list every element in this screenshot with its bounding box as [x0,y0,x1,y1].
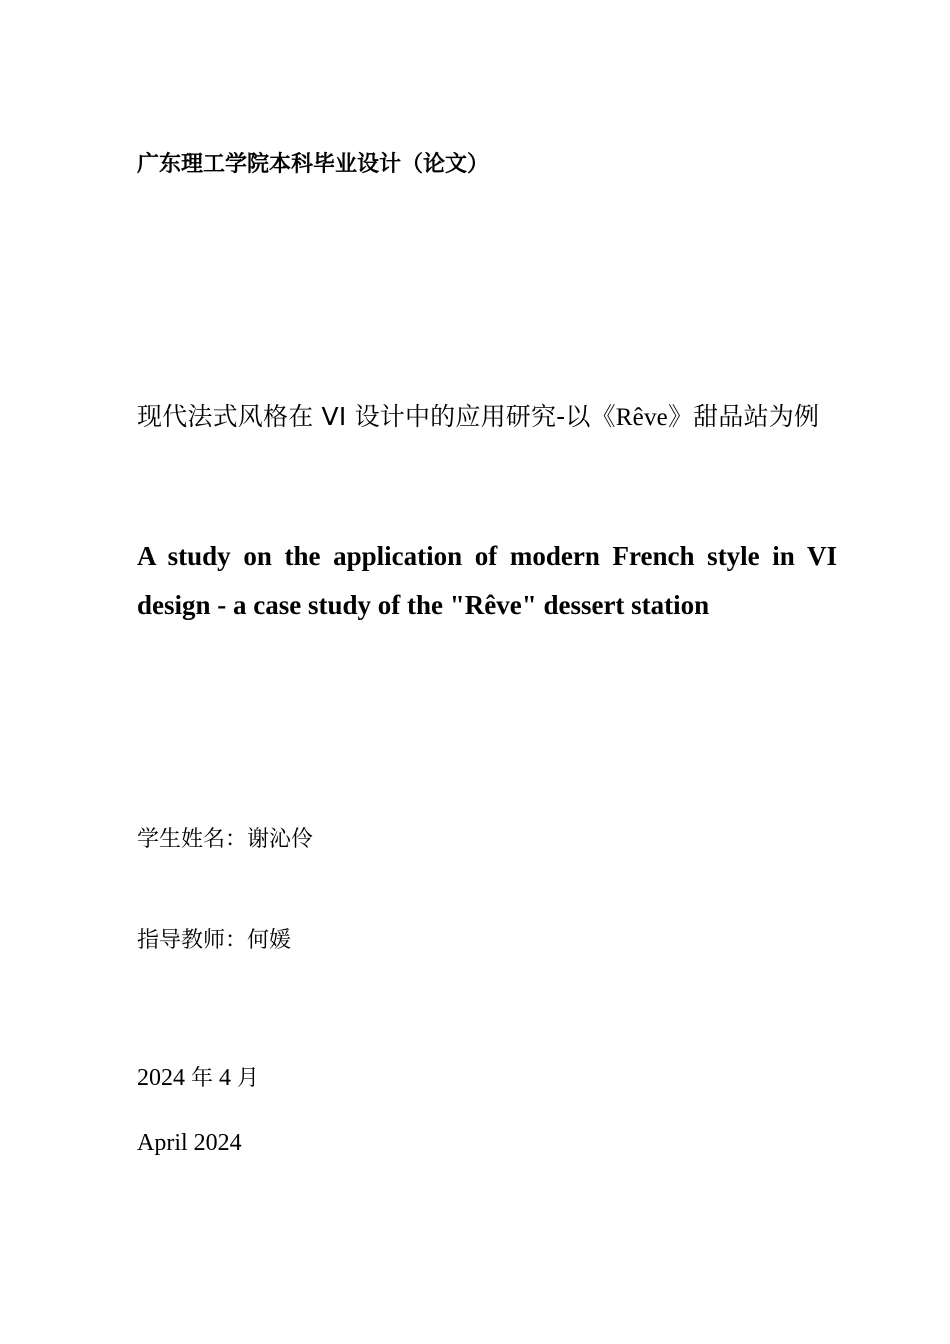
chinese-title-latin-name: Rêve [615,404,668,431]
date-month-unit: 月 [237,1066,260,1091]
advisor-label: 指导教师： [137,928,248,953]
date-month: 4 [219,1065,232,1091]
chinese-title [137,392,837,443]
date-year-unit: 年 [191,1066,214,1091]
english-title: A study on the application of modern French style in VI design - a case study of the "Rêve" dessert station [137,541,837,620]
student-name-value: 谢沁伶 [247,827,314,852]
advisor-line [137,924,837,958]
university-header: 广东理工学院本科毕业设计（论文） [137,152,490,177]
chinese-title-part2: 》甜品站为例 [667,402,820,431]
advisor-value: 何媛 [247,928,292,953]
date-chinese [137,1060,837,1097]
date-year: 2024 [137,1065,185,1091]
student-name-line [137,823,837,857]
date-english: April 2024 [137,1130,242,1156]
student-name-label: 学生姓名： [137,827,248,852]
chinese-title-part1: 现代法式风格在 VI 设计中的应用研究-以《 [137,402,616,431]
